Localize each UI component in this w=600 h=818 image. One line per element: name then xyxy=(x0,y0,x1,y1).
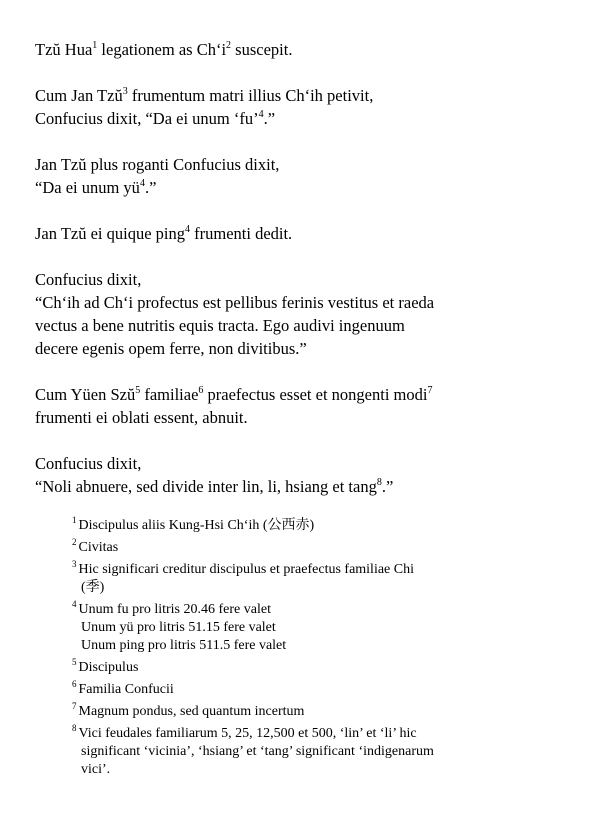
footnote-3 xyxy=(72,561,572,597)
footnote-text: Unum yü pro litris 51.15 fere valet xyxy=(81,620,276,635)
text-line xyxy=(35,475,575,498)
text-run: frumentum matri illius Ch‘ih petivit, xyxy=(127,86,374,105)
footnote-line xyxy=(72,637,572,655)
footnote-line xyxy=(72,681,572,699)
text-line xyxy=(35,38,575,61)
text-run: praefectus esset et nongenti modi xyxy=(203,385,428,404)
footnote-ref: 7 xyxy=(427,385,433,396)
footnote-line xyxy=(72,517,572,535)
text-run: Jan Tzŭ plus roganti Confucius dixit, xyxy=(35,155,280,174)
footnote-line xyxy=(72,539,572,557)
text-run: Tzŭ Hua xyxy=(35,40,93,59)
paragraph xyxy=(35,383,575,429)
footnote-text: Discipulus aliis Kung-Hsi Ch‘ih (公西赤) xyxy=(78,518,315,533)
text-line xyxy=(35,337,575,360)
footnote-text: vici’. xyxy=(81,762,111,777)
footnote-ref: 2 xyxy=(226,40,232,51)
footnote-6 xyxy=(72,681,572,699)
text-run: “Ch‘ih ad Ch‘i profectus est pellibus ferinis vestitus et raeda xyxy=(35,293,435,312)
main-text xyxy=(35,38,575,521)
footnote-number: 7 xyxy=(72,701,77,711)
text-line xyxy=(35,153,575,176)
footnote-ref: 4 xyxy=(139,178,145,189)
footnote-ref: 4 xyxy=(258,109,264,120)
footnote-line xyxy=(72,659,572,677)
footnote-7 xyxy=(72,703,572,721)
text-line xyxy=(35,452,575,475)
text-run: .” xyxy=(144,178,157,197)
text-run: Confucius dixit, xyxy=(35,270,142,289)
footnote-number: 8 xyxy=(72,723,77,733)
text-run: Confucius dixit, xyxy=(35,454,142,473)
text-run: familiae xyxy=(140,385,199,404)
footnote-line xyxy=(72,619,572,637)
text-run: frumenti dedit. xyxy=(190,224,293,243)
footnote-2 xyxy=(72,539,572,557)
footnote-text: significant ‘vicinia’, ‘hsiang’ et ‘tang’ significant ‘indigenarum xyxy=(81,744,434,759)
footnote-ref: 3 xyxy=(122,86,128,97)
footnote-1 xyxy=(72,517,572,535)
footnote-number: 3 xyxy=(72,559,77,569)
footnote-line xyxy=(72,703,572,721)
paragraph xyxy=(35,153,575,199)
footnote-5 xyxy=(72,659,572,677)
text-run: .” xyxy=(263,109,276,128)
paragraph xyxy=(35,268,575,360)
footnote-8 xyxy=(72,725,572,779)
footnote-line xyxy=(72,761,572,779)
footnote-number: 2 xyxy=(72,537,77,547)
paragraph xyxy=(35,222,575,245)
text-run: Cum Yüen Szŭ xyxy=(35,385,136,404)
footnote-text: Discipulus xyxy=(78,660,139,675)
footnote-text: Unum fu pro litris 20.46 fere valet xyxy=(78,602,271,617)
footnote-line xyxy=(72,743,572,761)
text-run: Cum Jan Tzŭ xyxy=(35,86,123,105)
text-line xyxy=(35,176,575,199)
text-line xyxy=(35,107,575,130)
text-line xyxy=(35,84,575,107)
text-run: frumenti ei oblati essent, abnuit. xyxy=(35,408,248,427)
footnotes xyxy=(72,517,572,783)
text-line xyxy=(35,268,575,291)
footnote-number: 1 xyxy=(72,515,77,525)
footnote-text: Unum ping pro litris 511.5 fere valet xyxy=(81,638,287,653)
footnote-number: 4 xyxy=(72,599,77,609)
text-run: Confucius dixit, “Da ei unum ‘fu’ xyxy=(35,109,259,128)
footnote-text: Magnum pondus, sed quantum incertum xyxy=(78,704,305,719)
paragraph xyxy=(35,452,575,498)
text-run: vectus a bene nutritis equis tracta. Ego audivi ingenuum xyxy=(35,316,405,335)
footnote-text: (季) xyxy=(81,580,105,595)
paragraph xyxy=(35,38,575,61)
text-run: suscepit. xyxy=(231,40,293,59)
footnote-number: 6 xyxy=(72,679,77,689)
footnote-text: Vici feudales familiarum 5, 25, 12,500 et 500, ‘lin’ et ‘li’ hic xyxy=(78,726,417,741)
text-line xyxy=(35,383,575,406)
footnote-4 xyxy=(72,601,572,655)
footnote-text: Hic significari creditur discipulus et praefectus familiae Chi xyxy=(78,562,414,577)
footnote-line xyxy=(72,579,572,597)
footnote-ref: 1 xyxy=(92,40,98,51)
footnote-line xyxy=(72,601,572,619)
footnote-ref: 6 xyxy=(198,385,204,396)
footnote-ref: 4 xyxy=(185,224,190,235)
text-line xyxy=(35,406,575,429)
text-run: “Noli abnuere, sed divide inter lin, li, hsiang et tang xyxy=(35,477,377,496)
text-run: legationem as Ch‘i xyxy=(97,40,227,59)
text-run: decere egenis opem ferre, non divitibus.” xyxy=(35,339,307,358)
paragraph xyxy=(35,84,575,130)
footnote-ref: 8 xyxy=(376,477,382,488)
footnote-ref: 5 xyxy=(135,385,141,396)
text-line xyxy=(35,314,575,337)
footnote-text: Familia Confucii xyxy=(78,682,174,697)
text-run: Jan Tzŭ ei quique ping xyxy=(35,224,185,243)
footnote-line xyxy=(72,561,572,579)
text-line xyxy=(35,291,575,314)
footnote-number: 5 xyxy=(72,657,77,667)
footnote-line xyxy=(72,725,572,743)
text-run: .” xyxy=(381,477,394,496)
text-run: “Da ei unum yü xyxy=(35,178,140,197)
footnote-text: Civitas xyxy=(78,540,119,555)
text-line xyxy=(35,222,575,245)
